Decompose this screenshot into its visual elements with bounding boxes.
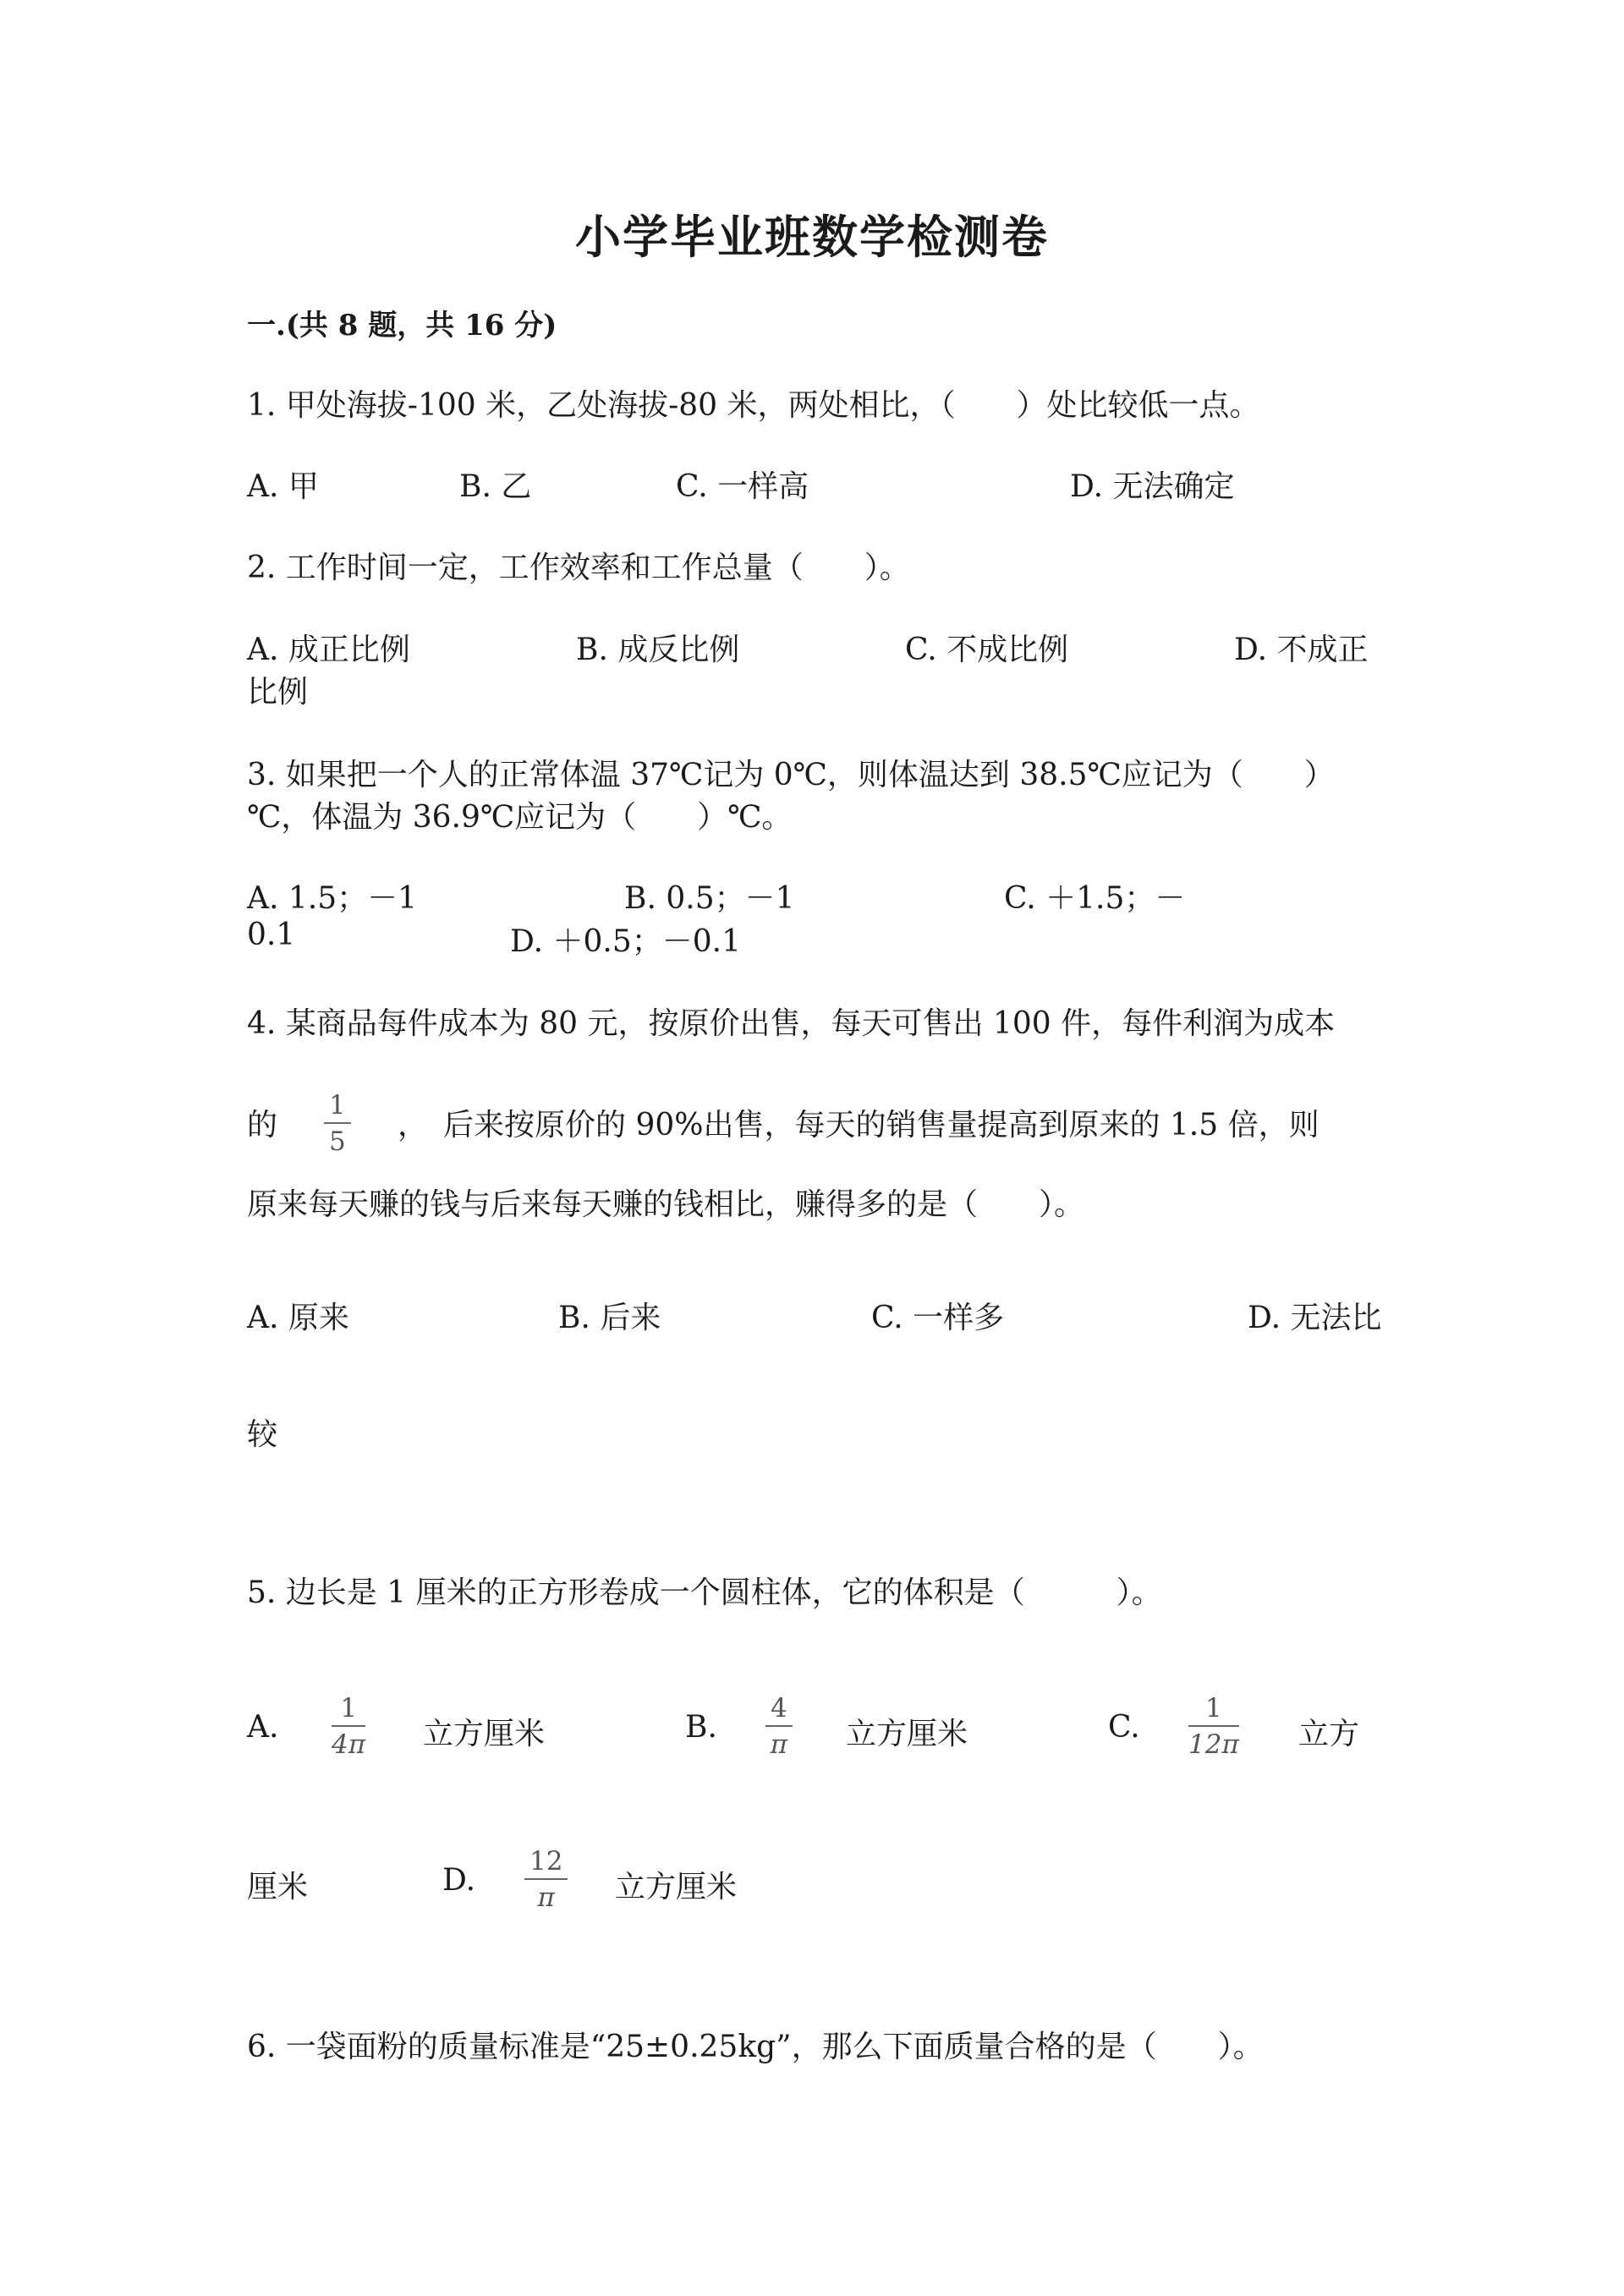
question-1: 1. 甲处海拔-100 米，乙处海拔-80 米，两处相比，（ ）处比较低一点。 — [247, 388, 1260, 423]
fraction-denominator: 4π — [332, 1729, 366, 1760]
fraction-denominator: 12π — [1188, 1729, 1239, 1760]
q5-option-d-label: D. — [442, 1863, 476, 1898]
q5-option-a-unit: 立方厘米 — [423, 1717, 546, 1751]
fraction-numerator: 12 — [529, 1846, 563, 1877]
q3-option-d: D. ＋0.5；－0.1 — [510, 924, 741, 959]
fraction-numerator: 4 — [771, 1693, 787, 1723]
q3-option-b: B. 0.5；－1 — [624, 881, 795, 916]
question-4-line-2-prefix: 的 — [247, 1108, 278, 1143]
q5-option-c-continued: 厘米 — [247, 1870, 309, 1904]
q3-option-a: A. 1.5；－1 — [247, 881, 418, 916]
fraction-denominator: π — [537, 1882, 555, 1913]
q1-option-d: D. 无法确定 — [1070, 469, 1235, 504]
section-heading: 一.(共 8 题，共 16 分) — [247, 309, 557, 342]
question-3-line-2: ℃，体温为 36.9℃应记为（ ）℃。 — [247, 800, 793, 835]
question-4-line-2-suffix: ， 后来按原价的 90%出售，每天的销售量提高到原来的 1.5 倍，则 — [398, 1108, 1320, 1143]
page-title: 小学毕业班数学检测卷 — [575, 210, 1049, 264]
q5-option-b-unit: 立方厘米 — [846, 1717, 968, 1751]
q1-option-c: C. 一样高 — [676, 469, 809, 504]
q5-option-d-unit: 立方厘米 — [615, 1870, 738, 1904]
q4-option-c: C. 一样多 — [871, 1301, 1005, 1335]
fraction-denominator: 5 — [329, 1126, 346, 1157]
q2-option-c: C. 不成比例 — [905, 633, 1069, 667]
q5-option-a-label: A. — [247, 1710, 279, 1745]
q5-option-c-label: C. — [1108, 1710, 1140, 1745]
q2-option-d: D. 不成正 — [1234, 633, 1369, 667]
q4-option-d-continued: 较 — [247, 1417, 278, 1452]
q2-option-a: A. 成正比例 — [247, 633, 410, 667]
q5-option-b-fraction — [765, 1693, 793, 1760]
question-5: 5. 边长是 1 厘米的正方形卷成一个圆柱体，它的体积是（ ）。 — [247, 1575, 1162, 1610]
question-4-line-1: 4. 某商品每件成本为 80 元，按原价出售，每天可售出 100 件，每件利润为成本 — [247, 1006, 1336, 1041]
q5-option-d-fraction — [524, 1846, 568, 1913]
q5-option-c-fraction — [1188, 1693, 1239, 1760]
q3-option-c-continued: 0.1 — [247, 918, 296, 952]
q4-option-a: A. 原来 — [247, 1301, 349, 1335]
q5-option-a-fraction — [332, 1693, 366, 1760]
q4-option-b: B. 后来 — [558, 1301, 661, 1335]
q2-option-d-continued: 比例 — [247, 675, 309, 710]
q1-option-b: B. 乙 — [459, 469, 532, 504]
question-2: 2. 工作时间一定，工作效率和工作总量（ ）。 — [247, 551, 910, 585]
q4-option-d: D. 无法比 — [1248, 1301, 1382, 1335]
q2-option-b: B. 成反比例 — [576, 633, 740, 667]
fraction-denominator: π — [770, 1729, 788, 1760]
q5-option-b-label: B. — [685, 1710, 717, 1745]
q5-option-c-unit: 立方 — [1298, 1717, 1360, 1751]
q3-option-c: C. ＋1.5；－ — [1004, 881, 1186, 916]
fraction-numerator: 1 — [340, 1693, 357, 1723]
question-6: 6. 一袋面粉的质量标准是“25±0.25kg”，那么下面质量合格的是（ ）。 — [247, 2030, 1264, 2064]
question-3-line-1: 3. 如果把一个人的正常体温 37℃记为 0℃，则体温达到 38.5℃应记为（ ） — [247, 758, 1335, 792]
q1-option-a: A. 甲 — [247, 469, 319, 504]
question-4-line-3: 原来每天赚的钱与后来每天赚的钱相比，赚得多的是（ ）。 — [247, 1187, 1085, 1222]
fraction-one-fifth — [324, 1090, 351, 1157]
fraction-numerator: 1 — [329, 1090, 346, 1121]
fraction-numerator: 1 — [1205, 1693, 1222, 1723]
